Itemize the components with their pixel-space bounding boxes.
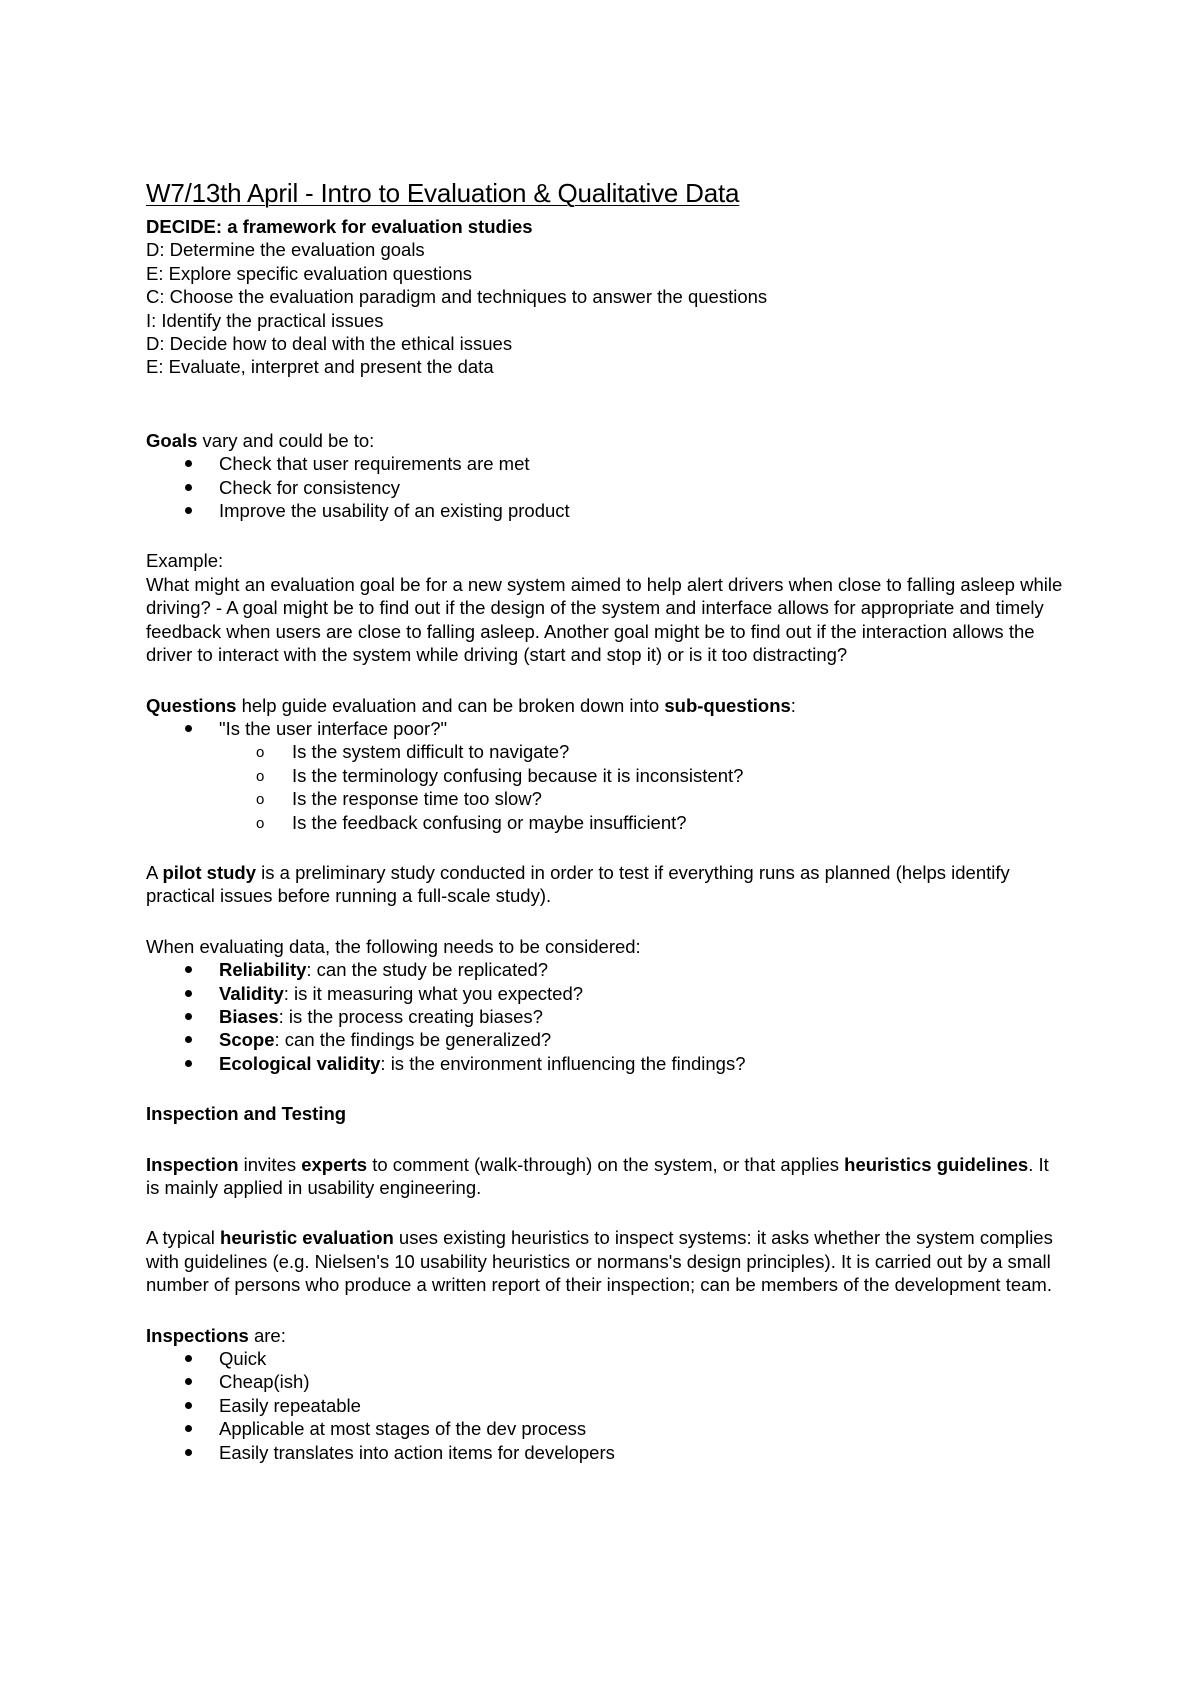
- inspections-list: [146, 1347, 1066, 1464]
- questions-intro: Questions help guide evaluation and can be broken down into sub-questions:: [146, 694, 796, 716]
- sub-list-item: o Is the system difficult to navigate?: [146, 740, 1066, 763]
- pilot-study-paragraph: A pilot study is a preliminary study conducted in order to test if everything runs as planned (helps identify practical issues before running a full-scale study).: [146, 861, 1010, 907]
- decide-line: E: Evaluate, interpret and present the data: [146, 356, 494, 378]
- questions-list: [146, 717, 1066, 834]
- sub-list-item: o Is the terminology confusing because it is inconsistent?: [146, 764, 1066, 787]
- list-item: Scope: can the findings be generalized?: [146, 1028, 1066, 1051]
- page-title: W7/13th April - Intro to Evaluation & Qualitative Data: [146, 178, 740, 208]
- example-text: What might an evaluation goal be for a new system aimed to help alert drivers when close to falling asleep while driving? - A goal might be to find out if the design of the system and interface allows for appropriate and timely feedback when users are close to falling asleep. Another goal might be to find out if the interaction allows the driver to interact with the system while driving (start and stop it) or is it too distracting?: [146, 573, 1063, 666]
- decide-line: D: Determine the evaluation goals: [146, 239, 425, 261]
- list-item: Quick: [146, 1347, 1066, 1370]
- section-heading: Inspection and Testing: [146, 1103, 347, 1125]
- list-item: Check that user requirements are met: [146, 452, 1066, 475]
- list-item: "Is the user interface poor?": [146, 717, 1066, 740]
- goals-list: [146, 452, 1066, 522]
- goals-intro: Goals vary and could be to:: [146, 429, 375, 451]
- evaluating-intro: When evaluating data, the following needs to be considered:: [146, 935, 641, 957]
- evaluating-list: [146, 958, 1066, 1075]
- sub-list-item: o Is the response time too slow?: [146, 787, 1066, 810]
- list-item: Easily translates into action items for developers: [146, 1441, 1066, 1464]
- heuristic-paragraph: A typical heuristic evaluation uses existing heuristics to inspect systems: it asks whether the system complies with guidelines (e.g. Nielsen's 10 usability heuristics or normans's design principles). It is carried out by a small number of persons who produce a written report of their inspection; can be members of the development team.: [146, 1227, 1053, 1296]
- inspection-paragraph: Inspection invites experts to comment (walk-through) on the system, or that applies heuristics guidelines. It is mainly applied in usability engineering.: [146, 1153, 1049, 1198]
- inspections-intro: Inspections are:: [146, 1324, 286, 1346]
- list-item: Improve the usability of an existing product: [146, 499, 1066, 522]
- decide-line: I: Identify the practical issues: [146, 309, 384, 331]
- example-label: Example:: [146, 550, 224, 572]
- sub-list-item: o Is the feedback confusing or maybe insufficient?: [146, 811, 1066, 834]
- decide-line: D: Decide how to deal with the ethical issues: [146, 333, 513, 355]
- decide-heading: DECIDE: a framework for evaluation studies: [146, 216, 533, 237]
- list-item: Cheap(ish): [146, 1370, 1066, 1393]
- document-content: [146, 177, 1066, 1464]
- decide-line: E: Explore specific evaluation questions: [146, 262, 472, 284]
- list-item: Reliability: can the study be replicated?: [146, 958, 1066, 981]
- list-item: Applicable at most stages of the dev process: [146, 1417, 1066, 1440]
- decide-line: C: Choose the evaluation paradigm and techniques to answer the questions: [146, 286, 768, 308]
- list-item: Validity: is it measuring what you expected?: [146, 982, 1066, 1005]
- list-item: Easily repeatable: [146, 1394, 1066, 1417]
- list-item: Ecological validity: is the environment influencing the findings?: [146, 1052, 1066, 1075]
- list-item: Biases: is the process creating biases?: [146, 1005, 1066, 1028]
- list-item: Check for consistency: [146, 476, 1066, 499]
